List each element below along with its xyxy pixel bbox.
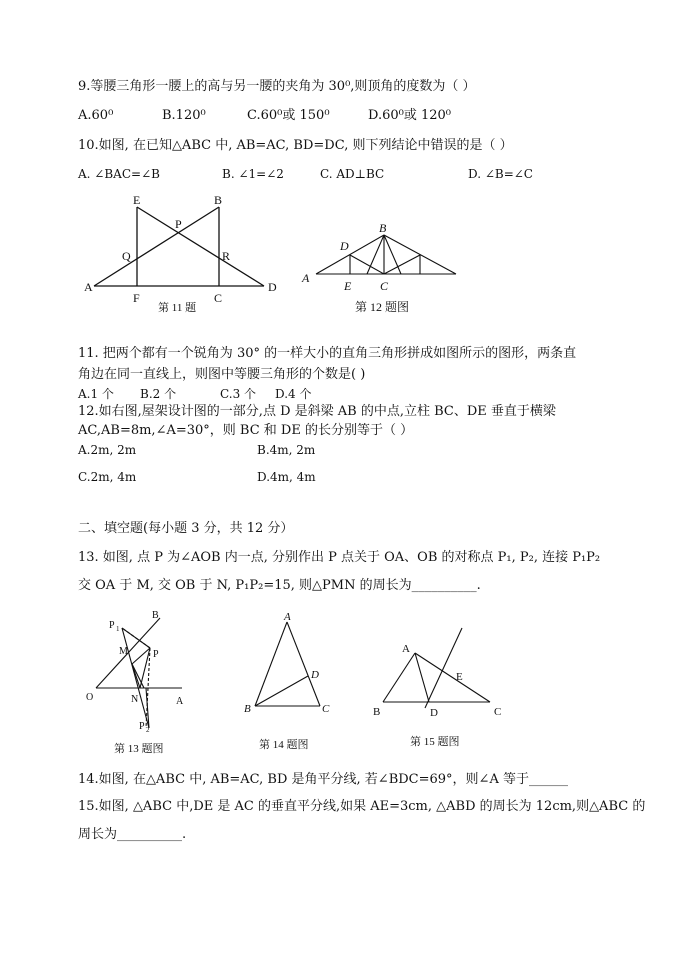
q11-option-a: A.1 个 xyxy=(78,387,114,401)
q9-option-c: C.60⁰或 150⁰ xyxy=(247,108,330,123)
q12-option-b: B.4m, 2m xyxy=(257,443,316,457)
fig12-label-c: C xyxy=(380,279,389,293)
q11-line1: 11. 把两个都有一个锐角为 30° 的一样大小的直角三角形拼成如图所示的图形，两条直 xyxy=(78,346,577,361)
fig12-label-b: B xyxy=(379,221,387,235)
fig12-label-d: D xyxy=(340,239,349,253)
fig13-label-p: P xyxy=(153,649,159,660)
q11-option-b: B.2 个 xyxy=(140,387,177,401)
q12-option-d: D.4m, 4m xyxy=(257,470,316,484)
figure-15 xyxy=(370,620,510,750)
figure-12 xyxy=(300,218,470,318)
q13-line1: 13. 如图, 点 P 为∠AOB 内一点, 分别作出 P 点关于 OA、OB 的对称点 P₁, P₂, 连接 P₁P₂ xyxy=(78,550,601,565)
q15-line1: 15.如图, △ABC 中,DE 是 AC 的垂直平分线,如果 AE=3cm, △ABD 的周长为 12cm,则△ABC 的 xyxy=(78,799,646,814)
fig13-label-m: M xyxy=(119,646,128,657)
q11-option-c: C.3 个 xyxy=(220,387,257,401)
fig15-label-c: C xyxy=(494,706,502,718)
fig13-label-p1: P xyxy=(109,620,115,631)
fig13-label-n: N xyxy=(131,694,139,705)
q15-line2: 周长为__________. xyxy=(78,827,187,842)
fig14-label-a: A xyxy=(284,611,291,623)
q10-option-d: D. ∠B=∠C xyxy=(468,167,533,181)
fig11-label-r: R xyxy=(222,249,231,263)
fig13-label-a: A xyxy=(176,696,184,707)
fig15-caption: 第 15 题图 xyxy=(410,736,460,748)
q12-line2: AC,AB=8m,∠A=30°，则 BC 和 DE 的长分别等于（ ） xyxy=(78,423,414,438)
fig14-label-b: B xyxy=(244,703,251,715)
fig11-label-a: A xyxy=(84,280,93,294)
fig13-label-p2: P xyxy=(139,721,145,732)
q12-option-c: C.2m, 4m xyxy=(78,470,137,484)
q14-text: 14.如图, 在△ABC 中, AB=AC, BD 是角平分线, 若∠BDC=69°，则∠A 等于______ xyxy=(78,772,568,787)
q13-line2: 交 OA 于 M, 交 OB 于 N, P₁P₂=15, 则△PMN 的周长为__________. xyxy=(78,578,481,593)
fig15-label-e: E xyxy=(456,671,463,683)
fig13-label-o: O xyxy=(86,692,94,703)
fig14-caption: 第 14 题图 xyxy=(259,739,309,751)
q10-option-a: A. ∠BAC=∠B xyxy=(78,167,160,181)
q12-line1: 12.如右图,屋架设计图的一部分,点 D 是斜梁 AB 的中点,立柱 BC、DE 垂直于横梁 xyxy=(78,404,556,419)
fig11-label-d: D xyxy=(268,280,277,294)
fig12-caption: 第 12 题图 xyxy=(355,300,410,314)
q11-line2: 角边在同一直线上，则图中等腰三角形的个数是( ) xyxy=(78,367,366,382)
q9-option-b: B.120⁰ xyxy=(162,108,206,123)
fig13-caption: 第 13 题图 xyxy=(114,743,164,755)
fig11-label-b: B xyxy=(214,193,223,207)
fig13-label-p1-sub: 1 xyxy=(116,625,120,633)
fig13-label-b: B xyxy=(152,610,159,621)
fig14-label-d: D xyxy=(311,669,319,681)
fig11-label-q: Q xyxy=(122,249,131,263)
fig11-caption: 第 11 题 xyxy=(158,302,197,314)
fig11-label-f: F xyxy=(133,291,140,305)
q10-option-b: B. ∠1=∠2 xyxy=(222,167,284,181)
figure-11 xyxy=(80,190,300,320)
fig12-label-a: A xyxy=(302,271,310,285)
q10-stem: 10.如图, 在已知△ABC 中, AB=AC, BD=DC, 则下列结论中错误的是（ ） xyxy=(78,138,513,153)
figure-13 xyxy=(82,606,192,756)
fig13-label-p2-sub: 2 xyxy=(146,726,150,734)
q9-option-d: D.60⁰或 120⁰ xyxy=(368,108,452,123)
q10-option-c: C. AD⊥BC xyxy=(320,167,385,181)
figure-14 xyxy=(240,608,350,750)
fig15-label-d: D xyxy=(430,707,438,719)
fig15-label-a: A xyxy=(402,643,410,655)
q12-option-a: A.2m, 2m xyxy=(78,443,137,457)
fig11-label-p: P xyxy=(175,217,182,231)
fig15-label-b: B xyxy=(373,706,381,718)
fig12-label-e: E xyxy=(344,279,352,293)
q9-stem: 9.等腰三角形一腰上的高与另一腰的夹角为 30⁰,则顶角的度数为（ ） xyxy=(78,79,476,94)
q9-option-a: A.60⁰ xyxy=(78,108,114,123)
fig11-label-c: C xyxy=(214,291,223,305)
q11-option-d: D.4 个 xyxy=(275,387,312,401)
fig11-label-e: E xyxy=(133,193,141,207)
section-2-heading: 二、填空题(每小题 3 分，共 12 分） xyxy=(78,521,294,536)
fig14-label-c: C xyxy=(322,703,330,715)
